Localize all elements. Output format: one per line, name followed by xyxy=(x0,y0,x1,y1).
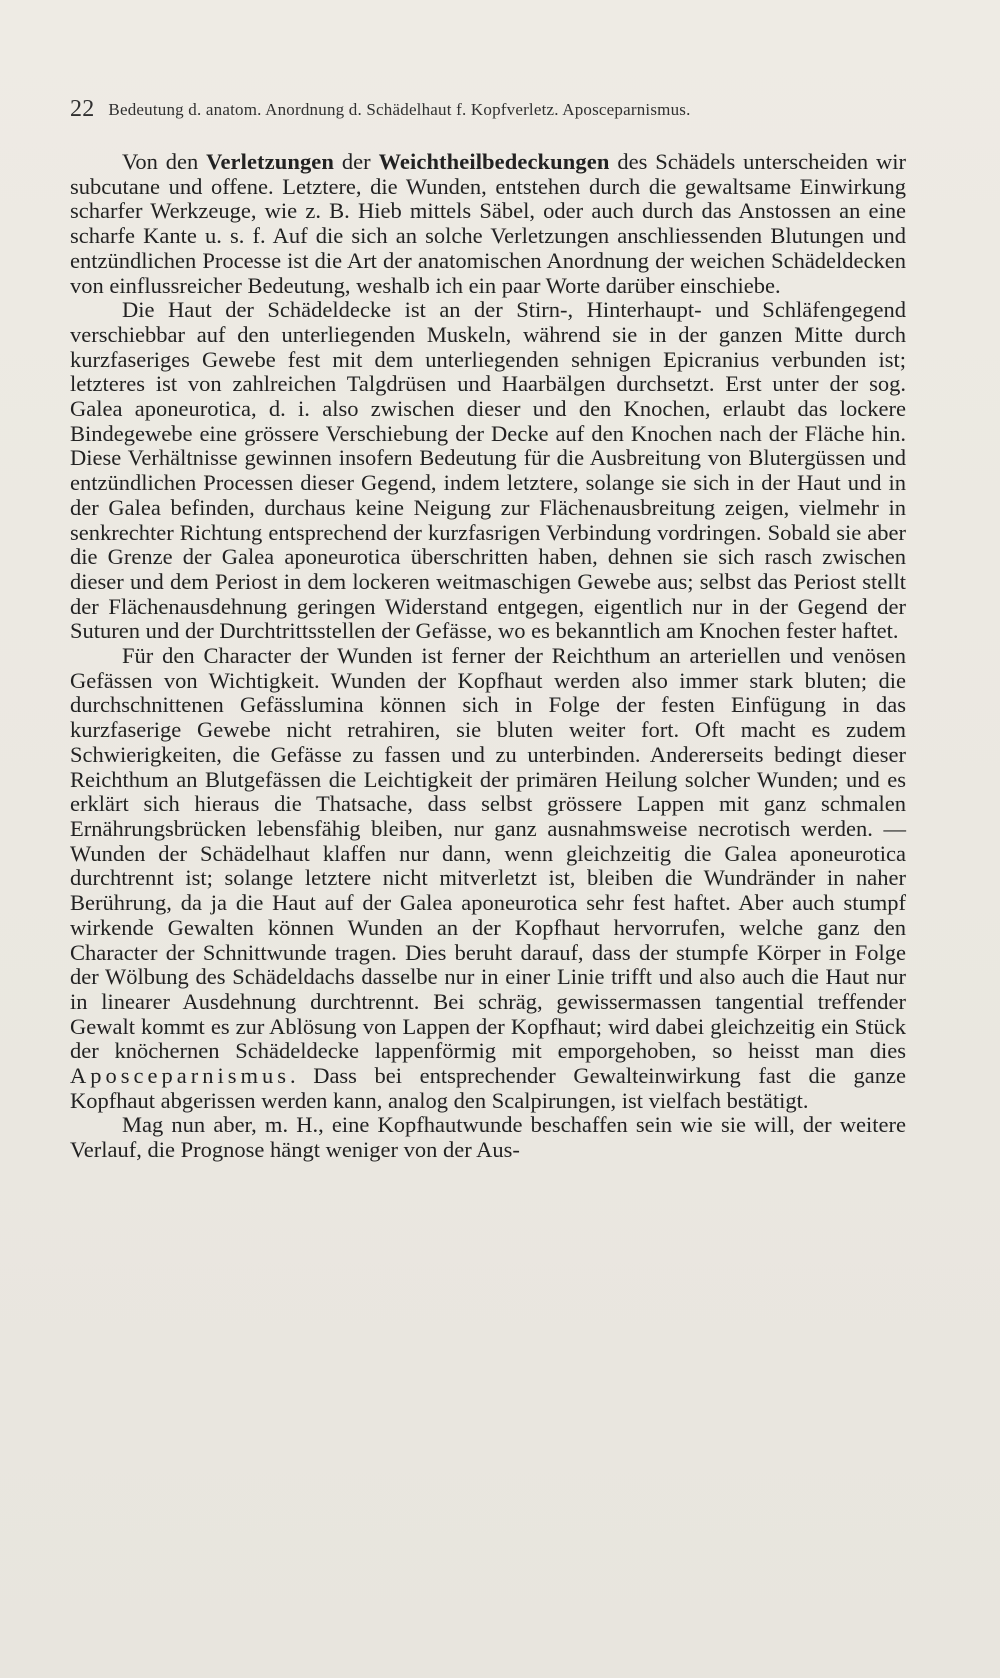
running-head-title: Bedeutung d. anatom. Anordnung d. Schädelhaut f. Kopfverletz. Aposceparnismus. xyxy=(108,100,691,119)
paragraph-3-text-a: Für den Character der Wunden ist ferner der Reichthum an arteriellen und venösen Gefässen von Wichtigkeit. Wunden der Kopfhaut werden also immer stark bluten; die durchschnittenen Gefässlumina können sich in Folge der festen Einfügung in das kurzfaserige Gewebe nicht retrahiren, sie bluten weiter fort. Oft macht es zudem Schwierigkeiten, die Gefässe zu fassen und zu unterbinden. Andererseits bedingt dieser Reichthum an Blutgefässen die Leichtigkeit der primären Heilung solcher Wunden; und es erklärt sich hieraus die Thatsache, dass selbst grössere Lappen mit ganz schmalen Ernährungsbrücken lebensfähig bleiben, nur ganz ausnahmsweise necrotisch werden. — Wunden der Schädelhaut klaffen nur dann, wenn gleichzeitig die Galea aponeurotica durchtrennt ist; solange letztere nicht mitverletzt ist, bleiben die Wundränder in naher Berührung, da ja die Haut auf der Galea aponeurotica sehr fest haftet. Aber auch stumpf wirkende Gewalten können Wunden an der Kopfhaut hervorrufen, welche ganz den Character der Schnittwunde tragen. Dies beruht darauf, dass der stumpfe Körper in Folge der Wölbung des Schädeldachs dasselbe nur in einer Linie trifft und also auch die Haut nur in linearer Ausdehnung durchtrennt. Bei schräg, gewissermassen tangential treffender Gewalt kommt es zur Ablösung von Lappen der Kopfhaut; wird dabei gleichzeitig ein Stück der knöchernen Schädeldecke lappenförmig mit emporgehoben, so heisst man dies xyxy=(70,643,906,1064)
body-text xyxy=(70,150,906,1163)
spaced-term-aposceparnismus: Aposceparnismus xyxy=(70,1063,290,1089)
paragraph-1 xyxy=(70,150,906,298)
paragraph-1-text-a: Von den xyxy=(122,149,207,174)
paragraph-2: Die Haut der Schädeldecke ist an der Stirn-, Hinterhaupt- und Schläfengegend verschiebbar auf den unterliegenden Muskeln, während sie in der ganzen Mitte durch kurzfaseriges Gewebe fest mit dem unterliegenden sehnigen Epicranius verbunden ist; letzteres ist von zahlreichen Talgdrüsen und Haarbälgen durchsetzt. Erst unter der sog. Galea aponeurotica, d. i. also zwischen dieser und den Knochen, erlaubt das lockere Bindegewebe eine grössere Verschiebung der Decke auf den Knochen nach der Fläche hin. Diese Verhältnisse gewinnen insofern Bedeutung für die Ausbreitung von Blutergüssen und entzündlichen Processen dieser Gegend, indem letztere, solange sie sich in der Haut und in der Galea befinden, durchaus keine Neigung zur Flächenausbreitung zeigen, vielmehr in senkrechter Richtung entsprechend der kurzfasrigen Verbindung vordringen. Sobald sie aber die Grenze der Galea aponeurotica überschritten haben, dehnen sie sich rasch zwischen dieser und dem Periost in dem lockeren weitmaschigen Gewebe aus; selbst das Periost stellt der Flächenausdehnung geringen Widerstand entgegen, eigentlich nur in der Gegend der Suturen und der Durchtrittsstellen der Gefässe, wo es bekanntlich am Knochen fester haftet. xyxy=(70,297,906,644)
paragraph-4: Mag nun aber, m. H., eine Kopfhautwunde beschaffen sein wie sie will, der weitere Verlauf, die Prognose hängt weniger von der Aus- xyxy=(70,1112,906,1163)
paragraph-1-text-e: des Schädels unterscheiden wir subcutane und offene. Letztere, die Wunden, entstehen durch die gewaltsame Einwirkung scharfer Werkzeuge, wie z. B. Hieb mittels Säbel, oder auch durch das Anstossen an eine scharfe Kante u. s. f. Auf die sich an solche Verletzungen anschliessenden Blutungen und entzündlichen Processe ist die Art der anatomischen Anordnung der weichen Schädeldecken von einflussreicher Bedeutung, weshalb ich ein paar Worte darüber einschiebe. xyxy=(70,149,906,298)
paragraph-3-text-c: . Dass bei entsprechender Gewalteinwirkung fast die ganze Kopfhaut abgerissen werden kann, analog den Scalpirungen, ist vielfach bestätigt. xyxy=(70,1063,906,1113)
paragraph-1-text-c: der xyxy=(334,149,379,174)
paragraph-3 xyxy=(70,644,906,1113)
page-number: 22 xyxy=(70,96,95,122)
bold-term-verletzungen: Verletzungen xyxy=(206,149,335,174)
bold-term-weichtheilbedeckungen: Weichtheilbedeckungen xyxy=(378,149,610,174)
running-head xyxy=(70,96,920,123)
